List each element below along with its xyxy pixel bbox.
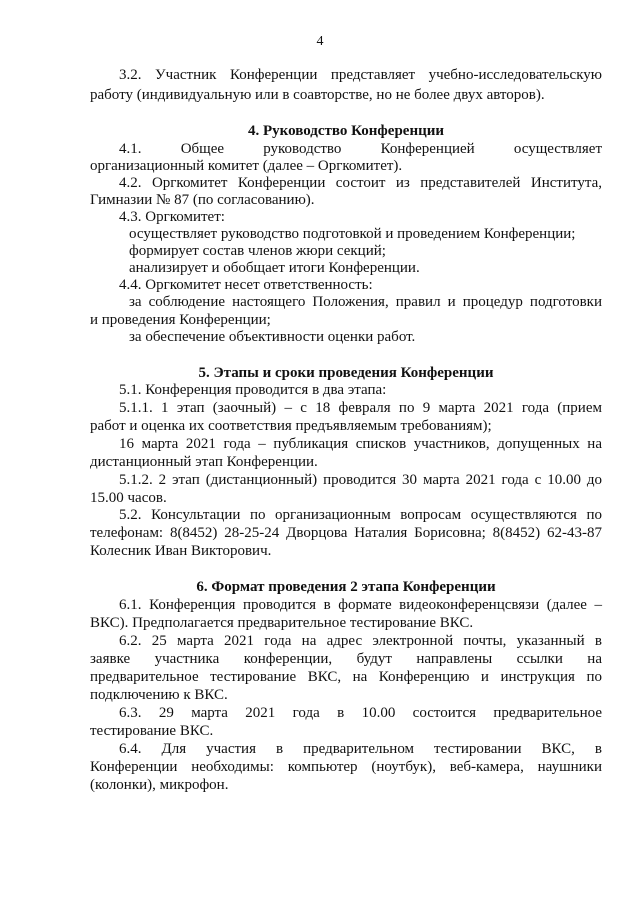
paragraph-line: подключению к ВКС.	[90, 687, 228, 703]
list-item: анализирует и обобщает итоги Конференции.	[129, 260, 420, 276]
list-item: осуществляет руководство подготовкой и проведением Конференции;	[129, 226, 576, 242]
paragraph-line: 6.4. Для участия в предварительном тестировании ВКС, в	[119, 741, 602, 757]
paragraph-line: телефонам: 8(8452) 28-25-24 Дворцова Наталия Борисовна; 8(8452) 62-43-87	[90, 525, 602, 541]
paragraph-line: 6.1. Конференция проводится в формате видеоконференцсвязи (далее –	[119, 597, 602, 613]
paragraph-line: 4.3. Оргкомитет:	[119, 209, 225, 225]
paragraph-line: 15.00 часов.	[90, 490, 167, 506]
section-heading: 5. Этапы и сроки проведения Конференции	[198, 365, 494, 381]
paragraph-line: 6.3. 29 марта 2021 года в 10.00 состоится предварительное	[119, 705, 602, 721]
paragraph-line: Гимназии № 87 (по согласованию).	[90, 192, 315, 208]
section-heading: 4. Руководство Конференции	[247, 123, 445, 139]
paragraph-line: Конференции необходимы: компьютер (ноутбук), веб-камера, наушники	[90, 759, 602, 775]
paragraph-line: и проведения Конференции;	[90, 312, 271, 328]
page-number: 4	[316, 34, 324, 49]
paragraph-line: заявке участника конференции, будут направлены ссылки на	[90, 651, 602, 667]
paragraph-line: дистанционный этап Конференции.	[90, 454, 318, 470]
paragraph-line: Колесник Иван Викторович.	[90, 543, 272, 559]
paragraph-line: 4.2. Оргкомитет Конференции состоит из представителей Института,	[119, 175, 602, 191]
paragraph-line: 3.2. Участник Конференции представляет учебно-исследовательскую	[119, 67, 602, 83]
paragraph-line: ВКС). Предполагается предварительное тестирование ВКС.	[90, 615, 474, 631]
paragraph-line: тестирование ВКС.	[90, 723, 214, 739]
paragraph-line: 6.2. 25 марта 2021 года на адрес электронной почты, указанный в	[119, 633, 602, 649]
list-item: за соблюдение настоящего Положения, правил и процедур подготовки	[129, 294, 602, 310]
paragraph-line: предварительное тестирование ВКС, на Конференцию и инструкция по	[90, 669, 602, 685]
section-heading: 6. Формат проведения 2 этапа Конференции	[196, 579, 496, 595]
paragraph-line: работу (индивидуальную или в соавторстве, но не более двух авторов).	[90, 87, 545, 103]
paragraph-line: 5.1. Конференция проводится в два этапа:	[119, 382, 387, 398]
paragraph-line: 5.2. Консультации по организационным вопросам осуществляются по	[119, 507, 602, 523]
paragraph-line: 5.1.1. 1 этап (заочный) – с 18 февраля по 9 марта 2021 года (прием	[119, 400, 602, 416]
list-item: формирует состав членов жюри секций;	[129, 243, 386, 259]
paragraph-line: 4.1. Общее руководство Конференцией осуществляет	[119, 141, 602, 157]
paragraph-line: 4.4. Оргкомитет несет ответственность:	[119, 277, 373, 293]
paragraph-line: (колонки), микрофон.	[90, 777, 229, 793]
paragraph-line: работ и оценка их соответствия предъявляемым требованиям);	[90, 418, 492, 434]
paragraph-line: 16 марта 2021 года – публикация списков участников, допущенных на	[119, 436, 602, 452]
paragraph-line: 5.1.2. 2 этап (дистанционный) проводится 30 марта 2021 года с 10.00 до	[119, 472, 602, 488]
paragraph-line: организационный комитет (далее – Оргкомитет).	[90, 158, 403, 174]
list-item: за обеспечение объективности оценки работ.	[129, 329, 416, 345]
